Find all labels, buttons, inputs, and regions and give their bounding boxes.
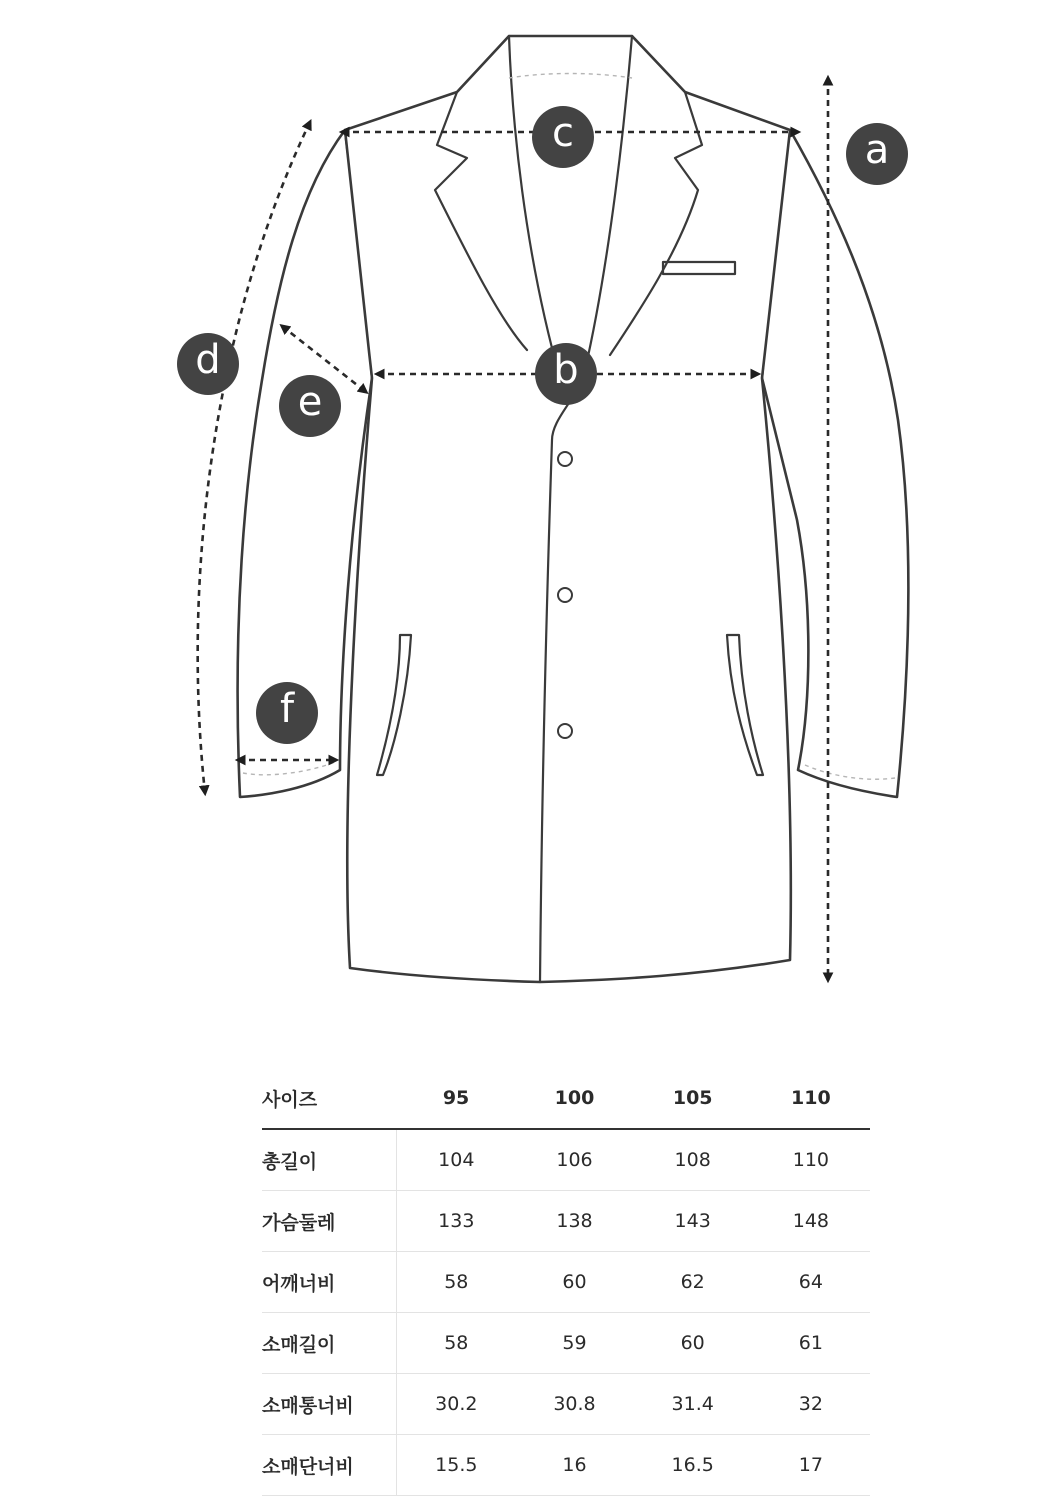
size-header-label: 사이즈	[262, 1068, 397, 1129]
table-cell: 133	[397, 1191, 516, 1252]
table-cell: 32	[752, 1374, 870, 1435]
size-header-row	[262, 1068, 870, 1129]
table-cell: 17	[752, 1435, 870, 1496]
table-row	[262, 1252, 870, 1313]
label-a-text: a	[864, 127, 890, 173]
label-d-text: d	[195, 337, 221, 383]
button	[558, 588, 572, 602]
label-b	[535, 343, 597, 405]
table-row	[262, 1191, 870, 1252]
table-row	[262, 1129, 870, 1191]
button	[558, 452, 572, 466]
table-cell: 138	[515, 1191, 633, 1252]
table-cell: 61	[752, 1313, 870, 1374]
row-label: 소매통너비	[262, 1374, 397, 1435]
button	[558, 724, 572, 738]
label-e-text: e	[297, 379, 323, 425]
table-cell: 108	[634, 1129, 752, 1191]
label-f	[256, 682, 318, 744]
row-label: 총길이	[262, 1129, 397, 1191]
table-cell: 30.2	[397, 1374, 516, 1435]
table-row	[262, 1435, 870, 1496]
row-label: 어깨너비	[262, 1252, 397, 1313]
table-cell: 58	[397, 1252, 516, 1313]
table-cell: 143	[634, 1191, 752, 1252]
table-cell: 30.8	[515, 1374, 633, 1435]
table-cell: 64	[752, 1252, 870, 1313]
label-e	[279, 375, 341, 437]
table-cell: 59	[515, 1313, 633, 1374]
size-header-cell: 110	[752, 1068, 870, 1129]
row-label: 가슴둘레	[262, 1191, 397, 1252]
label-d	[177, 333, 239, 395]
table-cell: 58	[397, 1313, 516, 1374]
table-cell: 15.5	[397, 1435, 516, 1496]
table-cell: 60	[515, 1252, 633, 1313]
table-cell: 31.4	[634, 1374, 752, 1435]
table-cell: 148	[752, 1191, 870, 1252]
label-c-text: c	[552, 110, 574, 156]
table-cell: 60	[634, 1313, 752, 1374]
table-cell: 62	[634, 1252, 752, 1313]
label-c	[532, 106, 594, 168]
table-cell: 16	[515, 1435, 633, 1496]
row-label: 소매단너비	[262, 1435, 397, 1496]
coat-body	[345, 36, 791, 982]
size-header-cell: 95	[397, 1068, 516, 1129]
label-b-text: b	[553, 347, 579, 393]
table-cell: 16.5	[634, 1435, 752, 1496]
row-label: 소매길이	[262, 1313, 397, 1374]
table-cell: 104	[397, 1129, 516, 1191]
size-header-cell: 100	[515, 1068, 633, 1129]
table-cell: 110	[752, 1129, 870, 1191]
label-f-text: f	[279, 686, 295, 732]
table-row	[262, 1313, 870, 1374]
size-header-cell: 105	[634, 1068, 752, 1129]
table-row	[262, 1374, 870, 1435]
size-chart-table	[262, 1068, 870, 1496]
label-a	[846, 123, 908, 185]
table-cell: 106	[515, 1129, 633, 1191]
